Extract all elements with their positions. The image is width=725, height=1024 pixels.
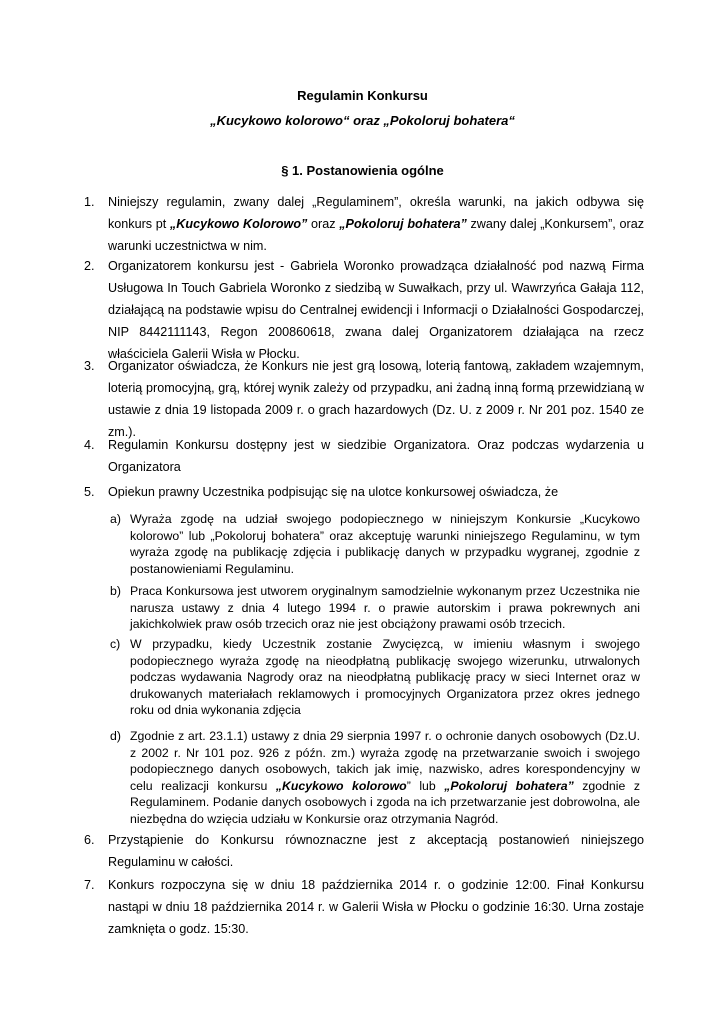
sub-item-text: W przypadku, kiedy Uczestnik zostanie Zwycięzcą, w imieniu własnym i swojego podopiecznego wyraża zgodę na nieodpłatną publikację swojego wizerunku, utrwalonych podczas wydawania Nagrody oraz na nieodpłatną publikację pracy w sieci Internet oraz w drukowanych materiałach reklamowych i promocyjnych Organizatora przez okres jednego roku od dnia wykonania zdjęcia: [130, 637, 640, 718]
list-item: [84, 874, 644, 940]
sub-item-text: Praca Konkursowa jest utworem oryginalnym samodzielnie wykonanym przez Uczestnika nie narusza ustawy z dnia 4 lutego 1994 r. o prawie autorskim i prawa pokrewnych ani jakichkolwiek praw osób trzecich oraz nie jest obciążony prawami osób trzecich.: [130, 584, 640, 632]
item-number: 2.: [84, 259, 95, 273]
item-number: 5.: [84, 485, 95, 499]
list-item: [84, 481, 644, 503]
sub-item-text: Zgodnie z art. 23.1.1) ustawy z dnia 29 sierpnia 1997 r. o ochronie danych osobowych (Dz.U. z 2002 r. Nr 101 poz. 926 z późn. zm.) wyraża zgodę na przetwarzanie swoich i swojego podopiecznego danych osobowych, takich jak imię, nazwisko, adres korespondencyjny w celu realizacji konkursu „Kucykowo kolorowo” lub „Pokoloruj bohatera” zgodnie z Regulaminem. Podanie danych osobowych i zgoda na ich przetwarzanie jest dobrowolna, ale niezbędna do wzięcia udziału w Konkursie oraz otrzymania Nagród.: [130, 729, 641, 826]
sub-item: [110, 583, 640, 633]
section-heading: § 1. Postanowienia ogólne: [281, 163, 444, 178]
item-text: Niniejszy regulamin, zwany dalej „Regulaminem”, określa warunki, na jakich odbywa się konkurs pt „Kucykowo Kolorowo” oraz „Pokoloruj bohatera” zwany dalej „Konkursem”, oraz warunki uczestnictwa w nim.: [108, 195, 644, 253]
item-number: 1.: [84, 195, 95, 209]
list-item: [84, 255, 644, 365]
item-number: 6.: [84, 833, 95, 847]
sub-item: [110, 511, 640, 577]
list-item: [84, 829, 644, 873]
list-item: [84, 355, 644, 443]
sub-item: [110, 728, 640, 828]
item-number: 4.: [84, 438, 95, 452]
item-text: Przystąpienie do Konkursu równoznaczne jest z akceptacją postanowień niniejszego Regulaminu w całości.: [108, 833, 644, 869]
item-text: Organizator oświadcza, że Konkurs nie jest grą losową, loterią fantową, zakładem wzajemnym, loterią promocyjną, grą, której wynik zależy od przypadku, ani żadną inną formą przewidzianą w ustawie z dnia 19 listopada 2009 r. o grach hazardowych (Dz. U. z 2009 r. Nr 201 poz. 1540 ze zm.).: [108, 359, 644, 439]
item-number: 3.: [84, 359, 95, 373]
list-item: [84, 434, 644, 478]
item-text: Opiekun prawny Uczestnika podpisując się na ulotce konkursowej oświadcza, że: [108, 485, 559, 499]
sub-item-text: Wyraża zgodę na udział swojego podopiecznego w niniejszym Konkursie „Kucykowo kolorowo” lub „Pokoloruj bohatera” oraz akceptuję warunki niniejszego Regulaminu, w tym wyraża zgodę na publikację zdjęcia i publikację danych w przypadku wygranej, zgodnie z postanowieniami Regulaminu.: [130, 512, 640, 576]
sub-item-letter: b): [110, 584, 121, 598]
item-number: 7.: [84, 878, 95, 892]
sub-item-letter: d): [110, 729, 121, 743]
document-title: Regulamin Konkursu: [297, 88, 428, 103]
document-subtitle: „Kucykowo kolorowo“ oraz „Pokoloruj bohatera“: [210, 113, 515, 128]
sub-item-letter: a): [110, 512, 121, 526]
item-text: Organizatorem konkursu jest - Gabriela Woronko prowadząca działalność pod nazwą Firma Usługowa In Touch Gabriela Woronko z siedzibą w Suwałkach, przy ul. Wawrzyńca Gałaja 112, działającą na podstawie wpisu do Centralnej ewidencji i Informacji o Działalności Gospodarczej, NIP 8442111143, Regon 200860618, zwana dalej Organizatorem działająca na rzecz właściciela Galerii Wisła w Płocku.: [108, 259, 644, 361]
item-text: Regulamin Konkursu dostępny jest w siedzibie Organizatora. Oraz podczas wydarzenia u Organizatora: [108, 438, 644, 474]
sub-item-letter: c): [110, 637, 121, 651]
item-text: Konkurs rozpoczyna się w dniu 18 października 2014 r. o godzinie 12:00. Finał Konkursu nastąpi w dniu 18 października 2014 r. w Galerii Wisła w Płocku o godzinie 16:30. Urna zostaje zamknięta o godz. 15:30.: [108, 878, 644, 936]
list-item: [84, 191, 644, 257]
sub-item: [110, 636, 640, 719]
